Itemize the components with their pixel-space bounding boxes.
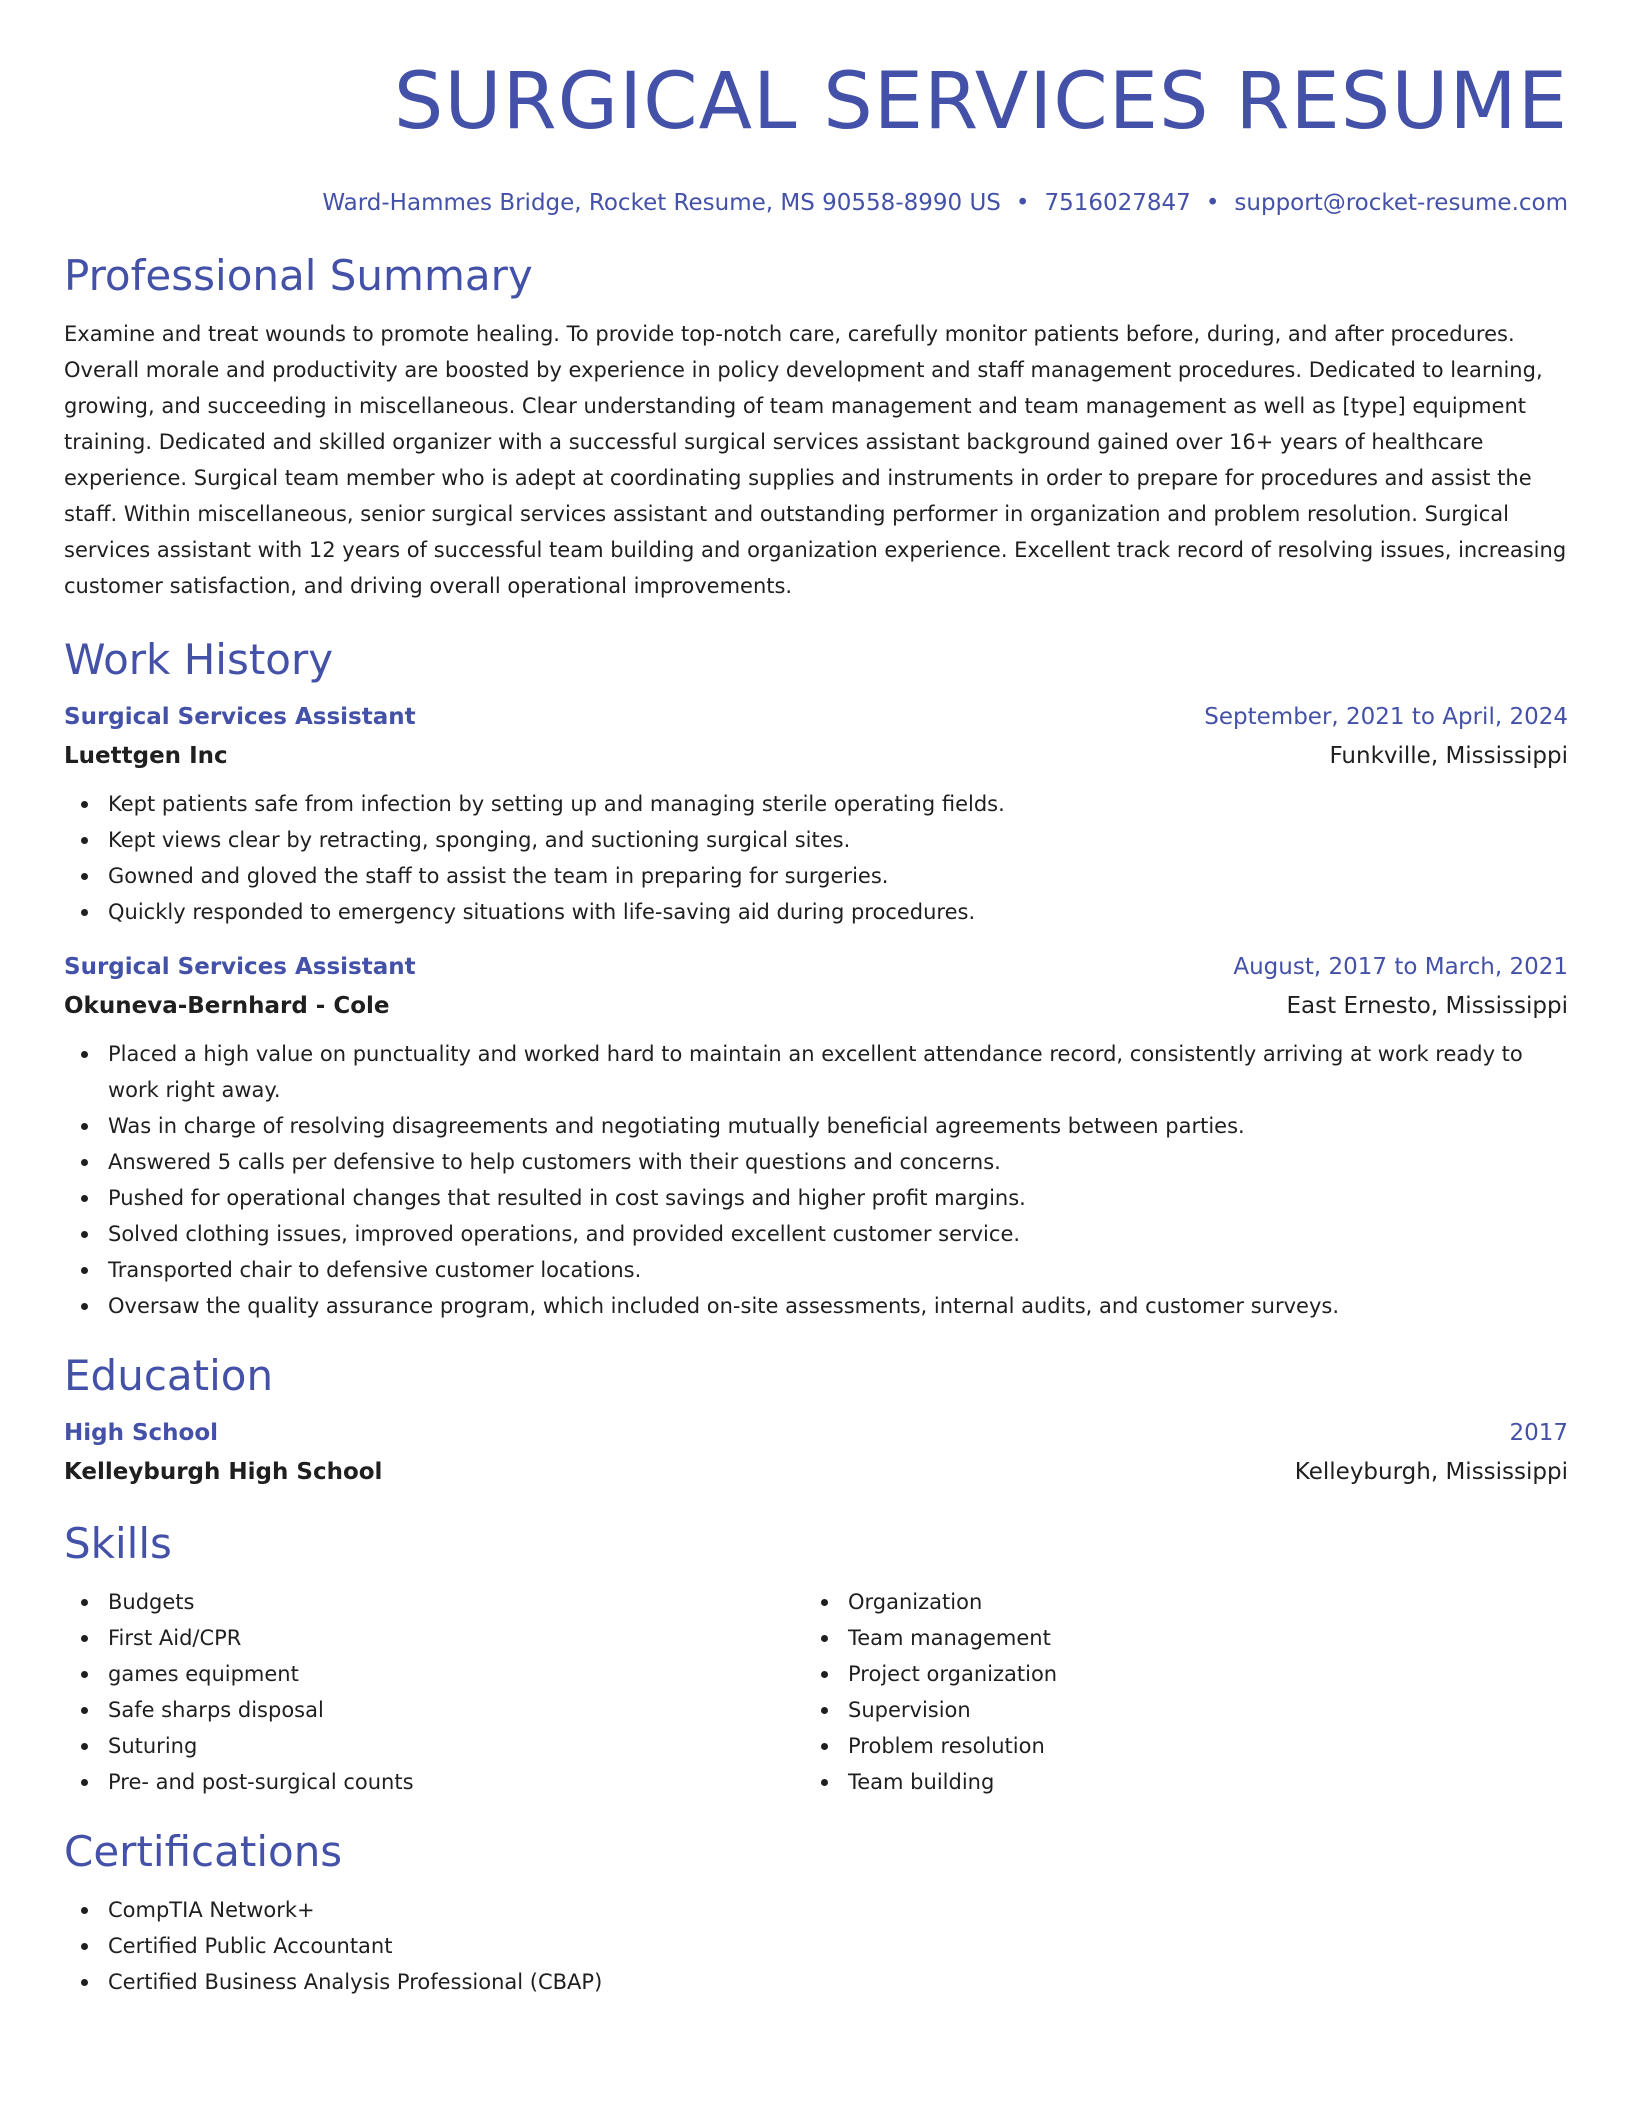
list-item: CompTIA Network+ (64, 1892, 1568, 1928)
list-item: First Aid/CPR (64, 1620, 804, 1656)
work-history-section (64, 634, 1568, 1324)
certifications-list (64, 1892, 1568, 2000)
education-school: Kelleyburgh High School (64, 1459, 383, 1485)
list-item: Project organization (804, 1656, 1544, 1692)
contact-phone: 7516027847 (1044, 190, 1191, 216)
job-location: East Ernesto, Mississippi (1286, 993, 1568, 1019)
job-location: Funkville, Mississippi (1329, 743, 1568, 769)
list-item: Pre- and post-surgical counts (64, 1764, 804, 1800)
job-entry (64, 948, 1568, 1324)
list-item: Oversaw the quality assurance program, which included on-site assessments, internal audits, and customer surveys. (64, 1288, 1568, 1324)
list-item: Budgets (64, 1584, 804, 1620)
list-item: Transported chair to defensive customer locations. (64, 1252, 1568, 1288)
resume-page (64, 0, 1568, 2000)
contact-separator: • (1015, 190, 1030, 216)
list-item: Was in charge of resolving disagreements and negotiating mutually beneficial agreements between parties. (64, 1108, 1568, 1144)
education-section (64, 1350, 1568, 1492)
contact-separator: • (1205, 190, 1220, 216)
job-title: Surgical Services Assistant (64, 704, 416, 730)
list-item: Certified Business Analysis Professional (CBAP) (64, 1964, 1568, 2000)
education-degree: High School (64, 1420, 219, 1446)
list-item: Organization (804, 1584, 1544, 1620)
list-item: Problem resolution (804, 1728, 1544, 1764)
list-item: Kept patients safe from infection by setting up and managing sterile operating fields. (64, 786, 1568, 822)
job-company: Okuneva-Bernhard - Cole (64, 993, 390, 1019)
job-entry (64, 698, 1568, 930)
work-history-heading: Work History (64, 635, 334, 684)
list-item: Certified Public Accountant (64, 1928, 1568, 1964)
education-entry (64, 1414, 1568, 1492)
education-heading: Education (64, 1351, 274, 1400)
list-item: Safe sharps disposal (64, 1692, 804, 1728)
list-item: Pushed for operational changes that resulted in cost savings and higher profit margins. (64, 1180, 1568, 1216)
job-bullets (64, 1036, 1568, 1324)
education-location: Kelleyburgh, Mississippi (1294, 1459, 1568, 1485)
job-title: Surgical Services Assistant (64, 954, 416, 980)
list-item: Team building (804, 1764, 1544, 1800)
skills-heading: Skills (64, 1519, 172, 1568)
list-item: Kept views clear by retracting, sponging, and suctioning surgical sites. (64, 822, 1568, 858)
job-dates: August, 2017 to March, 2021 (1233, 954, 1568, 980)
contact-email[interactable]: support@rocket-resume.com (1234, 190, 1568, 216)
list-item: Supervision (804, 1692, 1544, 1728)
contact-address: Ward-Hammes Bridge, Rocket Resume, MS 90558-8990 US (322, 190, 1001, 216)
job-bullets (64, 786, 1568, 930)
certifications-section (64, 1826, 1568, 2000)
list-item: games equipment (64, 1656, 804, 1692)
resume-title: SURGICAL SERVICES RESUME (393, 57, 1568, 147)
summary-section (64, 250, 1568, 604)
summary-text: Examine and treat wounds to promote healing. To provide top-notch care, carefully monitor patients before, during, and after procedures. Overall morale and productivity are boosted by experience in policy development and staff management procedures. Dedicated to learning, growing, and succeeding in miscellaneous. Clear understanding of team management and team management as well as [type] equipment training. Dedicated and skilled organizer with a successful surgical services assistant background gained over 16+ years of healthcare experience. Surgical team member who is adept at coordinating supplies and instruments in order to prepare for procedures and assist the staff. Within miscellaneous, senior surgical services assistant and outstanding performer in organization and problem resolution. Surgical services assistant with 12 years of successful team building and organization experience. Excellent track record of resolving issues, increasing customer satisfaction, and driving overall operational improvements. (64, 322, 1567, 598)
skills-list-right (804, 1584, 1544, 1800)
list-item: Placed a high value on punctuality and worked hard to maintain an excellent attendance record, consistently arriving at work ready to work right away. (64, 1036, 1568, 1108)
job-dates: September, 2021 to April, 2024 (1204, 704, 1568, 730)
contact-line (64, 188, 1568, 218)
list-item: Team management (804, 1620, 1544, 1656)
education-year: 2017 (1509, 1420, 1568, 1446)
skills-list-left (64, 1584, 804, 1800)
certifications-heading: Certifications (64, 1827, 343, 1876)
list-item: Solved clothing issues, improved operations, and provided excellent customer service. (64, 1216, 1568, 1252)
list-item: Quickly responded to emergency situations with life-saving aid during procedures. (64, 894, 1568, 930)
job-company: Luettgen Inc (64, 743, 228, 769)
skills-columns (64, 1584, 1568, 1800)
summary-heading: Professional Summary (64, 251, 533, 300)
list-item: Answered 5 calls per defensive to help customers with their questions and concerns. (64, 1144, 1568, 1180)
resume-header (64, 54, 1568, 218)
list-item: Suturing (64, 1728, 804, 1764)
list-item: Gowned and gloved the staff to assist the team in preparing for surgeries. (64, 858, 1568, 894)
skills-section (64, 1518, 1568, 1800)
